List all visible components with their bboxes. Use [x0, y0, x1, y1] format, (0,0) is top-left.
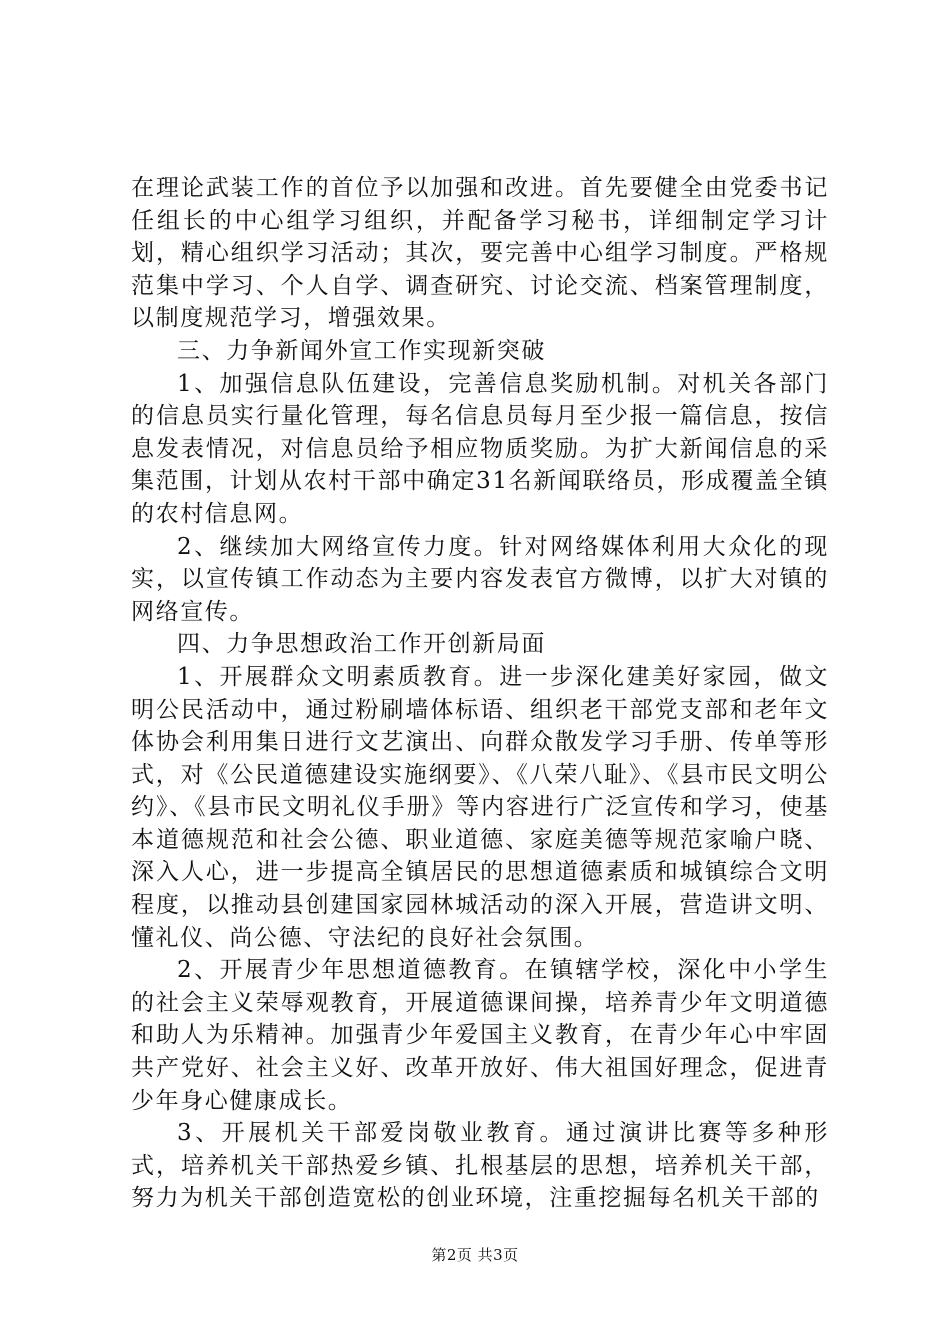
paragraph-cadre-education: 3、开展机关干部爱岗敬业教育。通过演讲比赛等多种形式，培养机关干部热爱乡镇、扎根基层的思想，培养机关干部，努力为机关干部创造宽松的创业环境，注重挖掘每名机关干部的: [131, 1120, 829, 1212]
document-body: [131, 172, 829, 1215]
section-heading-three: 三、力争新闻外宣工作实现新突破: [177, 337, 546, 364]
page-number-footer: 第2页 共3页: [431, 1246, 519, 1264]
section-heading-four: 四、力争思想政治工作开创新局面: [177, 631, 546, 658]
paragraph-continuation: 在理论武装工作的首位予以加强和改进。首先要健全由党委书记任组长的中心组学习组织，并配备学习秘书，详细制定学习计划，精心组织学习活动；其次，要完善中心组学习制度。严格规范集中学习、个人自学、调查研究、讨论交流、档案管理制度，以制度规范学习，增强效果。: [131, 175, 829, 332]
paragraph-youth-education: 2、开展青少年思想道德教育。在镇辖学校，深化中小学生的社会主义荣辱观教育，开展道德课间操，培养青少年文明道德和助人为乐精神。加强青少年爱国主义教育，在青少年心中牢固共产党好、社会主义好、改革开放好、伟大祖国好理念，促进青少年身心健康成长。: [131, 957, 829, 1114]
paragraph-civic-education: 1、开展群众文明素质教育。进一步深化建美好家园，做文明公民活动中，通过粉刷墙体标语、组织老干部党支部和老年文体协会利用集日进行文艺演出、向群众散发学习手册、传单等形式，对《公民道德建设实施纲要》、《八荣八耻》、《县市民文明公约》、《县市民文明礼仪手册》等内容进行广泛宣传和学习，使基本道德规范和社会公德、职业道德、家庭美德等规范家喻户晓、深入人心，进一步提高全镇居民的思想道德素质和城镇综合文明程度，以推动县创建国家园林城活动的深入开展，营造讲文明、懂礼仪、尚公德、守法纪的良好社会氛围。: [131, 663, 829, 951]
paragraph-online-publicity: 2、继续加大网络宣传力度。针对网络媒体利用大众化的现实，以宣传镇工作动态为主要内容发表官方微博，以扩大对镇的网络宣传。: [131, 533, 829, 625]
paragraph-info-team: 1、加强信息队伍建设，完善信息奖励机制。对机关各部门的信息员实行量化管理，每名信息员每月至少报一篇信息，按信息发表情况，对信息员给予相应物质奖励。为扩大新闻信息的采集范围，计划从农村干部中确定31名新闻联络员，形成覆盖全镇的农村信息网。: [131, 370, 829, 527]
